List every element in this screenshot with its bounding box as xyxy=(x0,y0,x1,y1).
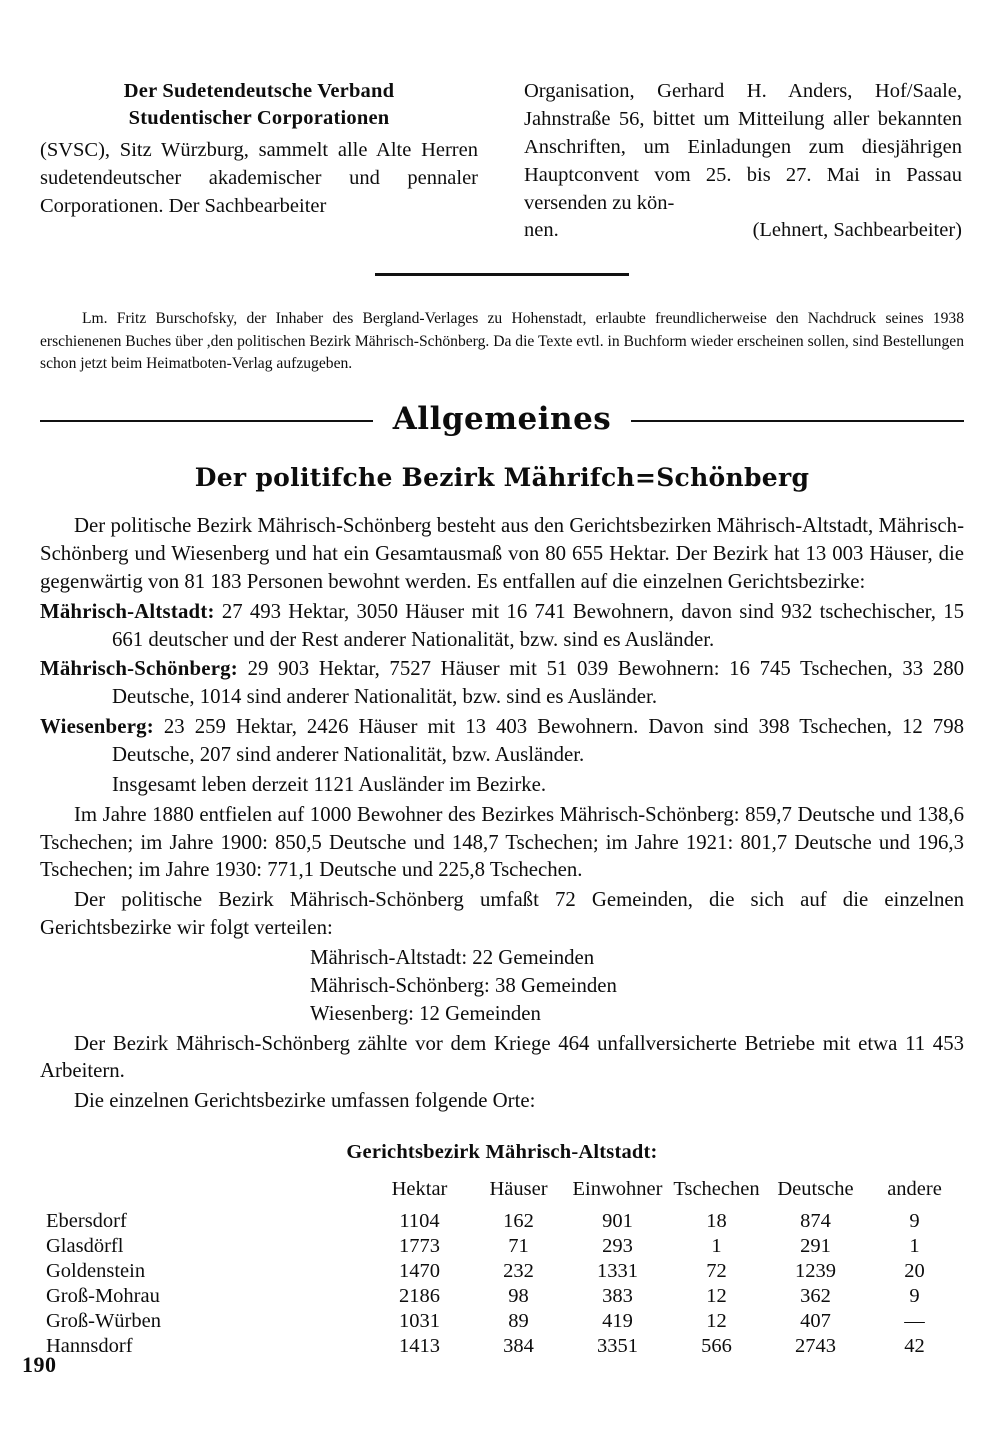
district-entry-schoenberg xyxy=(40,655,964,711)
article-heading-line1: Der Sudetendeutsche Verband xyxy=(123,80,395,102)
table-row xyxy=(40,1209,964,1234)
column-left xyxy=(40,78,478,221)
section-heading xyxy=(40,401,964,441)
section-subheading: Der politifche Bezirk Mährifch=Schönberg xyxy=(194,463,810,493)
table-cell-haeuser: 98 xyxy=(508,1285,529,1308)
table-cell-haeuser: 384 xyxy=(503,1335,534,1358)
commune-list xyxy=(40,944,964,1028)
table-cell-place: Glasdörfl xyxy=(46,1235,124,1258)
table-cell-deutsche: 1239 xyxy=(795,1260,836,1283)
table-cell-place: Groß-Würben xyxy=(46,1310,161,1333)
table-row xyxy=(40,1309,964,1334)
table-header-row xyxy=(40,1178,964,1209)
list-item: Mährisch-Schönberg: 38 Gemeinden xyxy=(310,973,617,997)
paragraph-communes: Der politische Bezirk Mährisch-Schönberg umfaßt 72 Gemeinden, die sich auf die einzelnen Gerichtsbezirke wir folgt verteilen: xyxy=(40,888,964,940)
table-cell-andere: 42 xyxy=(904,1335,925,1358)
table-cell-einwohner: 3351 xyxy=(597,1335,638,1358)
table-cell-einwohner: 383 xyxy=(602,1285,633,1308)
table-cell-deutsche: 2743 xyxy=(795,1335,836,1358)
article-signature: (Lehnert, Sachbearbeiter) xyxy=(752,219,962,242)
table-cell-hektar: 2186 xyxy=(399,1285,440,1308)
horizontal-divider xyxy=(375,273,629,276)
district-text-schoenberg: 29 903 Hektar, 7527 Häuser mit 51 039 Bewohnern: 16 745 Tschechen, 33 280 Deutsche, 1014 sind anderer Nationalität, bzw. sind es Ausländer. xyxy=(112,657,965,709)
editorial-note xyxy=(40,308,964,375)
article-paragraph-left: (SVSC), Sitz Würzburg, sammelt alle Alte Herren sudetendeutscher akademischer und pennaler Corporationen. Der Sachbearbeiter xyxy=(40,138,478,217)
section-heading-text: Allgemeines xyxy=(392,401,612,438)
district-entry-wiesenberg xyxy=(40,713,964,769)
table-cell-andere: — xyxy=(904,1310,925,1333)
table-cell-place: Groß-Mohrau xyxy=(46,1285,160,1308)
district-name-wiesenberg: Wiesenberg: xyxy=(40,715,154,739)
table-cell-einwohner: 293 xyxy=(602,1235,633,1258)
table-cell-tschechen: 1 xyxy=(711,1235,722,1258)
table-cell-deutsche: 362 xyxy=(800,1285,831,1308)
table-cell-tschechen: 72 xyxy=(706,1260,727,1283)
table-cell-haeuser: 162 xyxy=(503,1210,534,1233)
statistics-table xyxy=(40,1178,964,1359)
table-row xyxy=(40,1334,964,1359)
table-caption: Gerichtsbezirk Mährisch-Altstadt: xyxy=(346,1141,658,1164)
table-cell-hektar: 1773 xyxy=(399,1235,440,1258)
page-content xyxy=(40,78,964,1359)
table-cell-haeuser: 89 xyxy=(508,1310,529,1333)
table-cell-deutsche: 291 xyxy=(800,1235,831,1258)
district-text-altstadt: 27 493 Hektar, 3050 Häuser mit 16 741 Bewohnern, davon sind 932 tschechischer, 15 661 deutscher und der Rest anderer Nationalität, bzw. sind es Ausländer. xyxy=(112,599,965,651)
table-cell-tschechen: 18 xyxy=(706,1210,727,1233)
table-cell-place: Goldenstein xyxy=(46,1260,146,1283)
table-cell-andere: 20 xyxy=(904,1260,925,1283)
editorial-note-text: Lm. Fritz Burschofsky, der Inhaber des Bergland-Verlages zu Hohenstadt, erlaubte freundlicherweise den Nachdruck seines 1938 erschienenen Buches über ,den politischen Bezirk Mährisch-Schönberg. Da die Texte evtl. in Buchform wieder erscheinen sollen, sind Bestellungen schon jetzt beim Heimatboten-Verlag aufzugeben. xyxy=(40,310,964,372)
table-cell-haeuser: 232 xyxy=(503,1260,534,1283)
article-heading-line2: Studentischer Corporationen xyxy=(128,107,390,130)
table-header-deutsche: Deutsche xyxy=(777,1178,854,1201)
table-cell-andere: 9 xyxy=(909,1285,920,1308)
table-cell-deutsche: 874 xyxy=(800,1210,831,1233)
table-cell-einwohner: 901 xyxy=(602,1210,633,1233)
section-rule-left xyxy=(40,420,373,422)
paragraph-industry: Der Bezirk Mährisch-Schönberg zählte vor dem Kriege 464 unfallversicherte Betriebe mit etwa 11 453 Arbeitern. xyxy=(40,1031,964,1083)
table-row xyxy=(40,1284,964,1309)
table-header-hektar: Hektar xyxy=(391,1178,448,1201)
table-cell-andere: 9 xyxy=(909,1210,920,1233)
table-header-einwohner: Einwohner xyxy=(572,1178,663,1201)
list-item: Mährisch-Altstadt: 22 Gemeinden xyxy=(310,946,595,970)
table-cell-hektar: 1031 xyxy=(399,1310,440,1333)
paragraph-history: Im Jahre 1880 entfielen auf 1000 Bewohner des Bezirkes Mährisch-Schönberg: 859,7 Deutsche und 138,6 Tschechen; im Jahre 1900: 850,5 Deutsche und 148,7 Tschechen; im Jahre 1921: 801,7 Deutsche und 196,3 Tschechen; im Jahre 1930: 771,1 Deutsche und 225,8 Tschechen. xyxy=(40,802,964,882)
district-text-wiesenberg: 23 259 Hektar, 2426 Häuser mit 13 403 Bewohnern. Davon sind 398 Tschechen, 12 798 Deutsche, 207 sind anderer Nationalität, bzw. Ausländer. xyxy=(112,715,965,767)
table-cell-tschechen: 12 xyxy=(706,1285,727,1308)
page-number: 190 xyxy=(22,1352,57,1377)
table-cell-hektar: 1470 xyxy=(399,1260,440,1283)
column-right xyxy=(524,78,962,245)
table-cell-tschechen: 12 xyxy=(706,1310,727,1333)
district-name-schoenberg: Mährisch-Schönberg: xyxy=(40,657,238,681)
table-row xyxy=(40,1259,964,1284)
table-cell-andere: 1 xyxy=(909,1235,920,1258)
article-paragraph-right: Organisation, Gerhard H. Anders, Hof/Saale, Jahnstraße 56, bittet um Mitteilung aller bekannten Anschriften, um Einladungen zum diesjährigen Hauptconvent vom 25. bis 27. Mai in Passau versenden zu kön- xyxy=(524,80,962,214)
table-row xyxy=(40,1234,964,1259)
district-entry-altstadt xyxy=(40,598,964,654)
table-cell-tschechen: 566 xyxy=(701,1335,732,1358)
paragraph-closing: Die einzelnen Gerichtsbezirke umfassen folgende Orte: xyxy=(74,1089,536,1113)
article-paragraph-right-tail: nen. xyxy=(524,219,559,242)
table-cell-deutsche: 407 xyxy=(800,1310,831,1333)
table-header-place xyxy=(40,1178,370,1209)
table-header-tschechen: Tschechen xyxy=(673,1178,760,1201)
paragraph-intro: Der politische Bezirk Mährisch-Schönberg besteht aus den Gerichtsbezirken Mährisch-Altstadt, Mährisch-Schönberg und Wiesenberg und hat ein Gesamtausmaß von 80 655 Hektar. Der Bezirk hat 13 003 Häuser, die gegenwärtig von 81 183 Personen bewohnt werden. Es entfallen auf die einzelnen Gerichtsbezirke: xyxy=(40,514,964,593)
article-signature-line xyxy=(524,217,962,245)
table-cell-einwohner: 419 xyxy=(602,1310,633,1333)
paragraph-foreigners: Insgesamt leben derzeit 1121 Ausländer im Bezirke. xyxy=(112,772,547,796)
table-header-andere: andere xyxy=(887,1178,942,1201)
district-name-altstadt: Mährisch-Altstadt: xyxy=(40,599,215,623)
top-columns xyxy=(40,78,964,245)
table-cell-hektar: 1104 xyxy=(399,1210,440,1233)
table-cell-place: Ebersdorf xyxy=(46,1210,127,1233)
section-rule-right xyxy=(631,420,964,422)
table-cell-hektar: 1413 xyxy=(399,1335,440,1358)
table-cell-einwohner: 1331 xyxy=(597,1260,638,1283)
table-cell-place: Hannsdorf xyxy=(46,1335,133,1358)
article-heading xyxy=(40,78,478,133)
table-cell-haeuser: 71 xyxy=(508,1235,529,1258)
body-text xyxy=(40,512,964,1115)
list-item: Wiesenberg: 12 Gemeinden xyxy=(310,1001,541,1025)
table-header-haeuser: Häuser xyxy=(489,1178,548,1201)
